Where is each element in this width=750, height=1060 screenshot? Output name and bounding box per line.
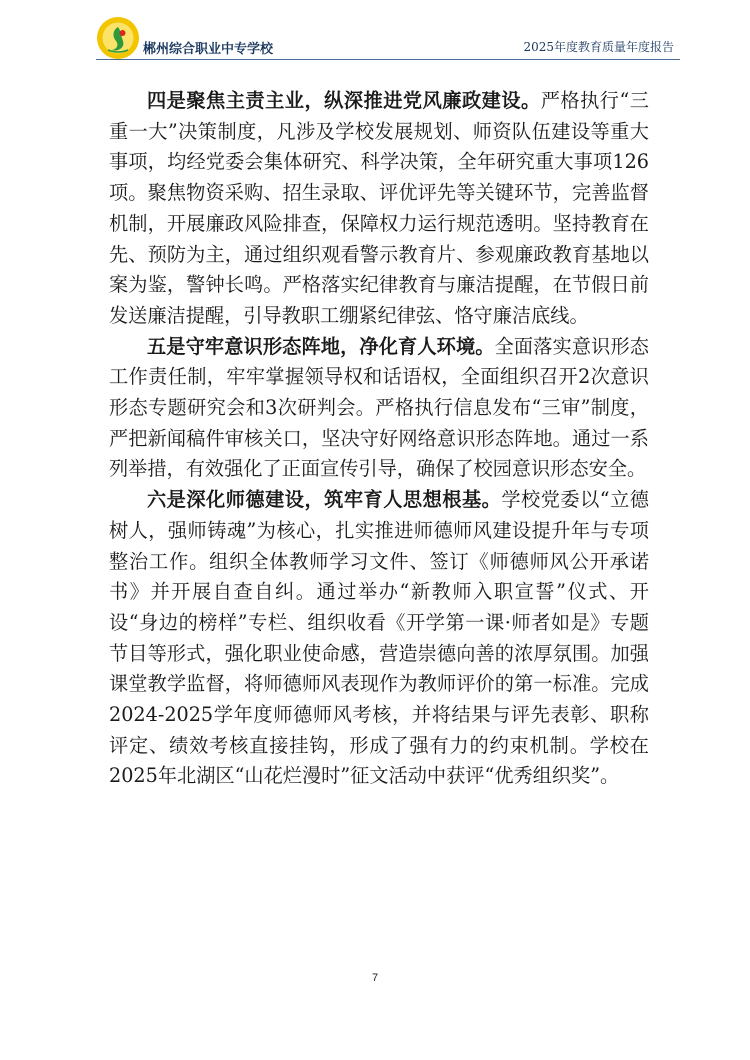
paragraph-lead: 六是深化师德建设，筑牢育人思想根基。 xyxy=(147,488,502,512)
header-divider xyxy=(96,59,680,60)
document-body xyxy=(109,86,649,792)
school-name: 郴州综合职业中专学校 xyxy=(143,42,274,57)
paragraph-ethics xyxy=(109,485,649,792)
paragraph-integrity xyxy=(109,86,649,332)
page-header xyxy=(96,14,680,64)
paragraph-lead: 五是守牢意识形态阵地，净化育人环境。 xyxy=(147,334,495,358)
paragraph-text: 严格执行“三重一大”决策制度，凡涉及学校发展规划、师资队伍建设等重大事项，均经党委会集体研究、科学决策，全年研究重大事项126项。聚焦物资采购、招生录取、评优评先等关键环节，完善监督机制，开展廉政风险排查，保障权力运行规范透明。坚持教育在先、预防为主，通过组织观看警示教育片、参观廉政教育基地以案为鉴，警钟长鸣。严格落实纪律教育与廉洁提醒，在节假日前发送廉洁提醒，引导教职工绷紧纪律弦、恪守廉洁底线。 xyxy=(109,89,649,327)
page-number: 7 xyxy=(371,972,379,984)
paragraph-ideology xyxy=(109,332,649,486)
report-title: 2025年度教育质量年度报告 xyxy=(523,40,674,54)
paragraph-text: 全面落实意识形态工作责任制，牢牢掌握领导权和话语权，全面组织召开2次意识形态专题研究会和3次研判会。严格执行信息发布“三审”制度，严把新闻稿件审核关口，坚决守好网络意识形态阵地。通过一系列举措，有效强化了正面宣传引导，确保了校园意识形态安全。 xyxy=(109,334,649,481)
paragraph-lead: 四是聚焦主责主业，纵深推进党风廉政建设。 xyxy=(147,89,541,112)
school-logo-icon xyxy=(96,16,140,60)
paragraph-text: 学校党委以“立德树人，强师铸魂”为核心，扎实推进师德师风建设提升年与专项整治工作。组织全体教师学习文件、签订《师德师风公开承诺书》并开展自查自纠。通过举办“新教师入职宣誓”仪式、开设“身边的榜样”专栏、组织收看《开学第一课·师者如是》专题节目等形式，强化职业使命感，营造崇德向善的浓厚氛围。加强课堂教学监督，将师德师风表现作为教师评价的第一标准。完成2024-2025学年度师德师风考核，并将结果与评先表彰、职称评定、绩效考核直接挂钩，形成了强有力的约束机制。学校在2025年北湖区“山花烂漫时”征文活动中获评“优秀组织奖”。 xyxy=(109,488,649,788)
